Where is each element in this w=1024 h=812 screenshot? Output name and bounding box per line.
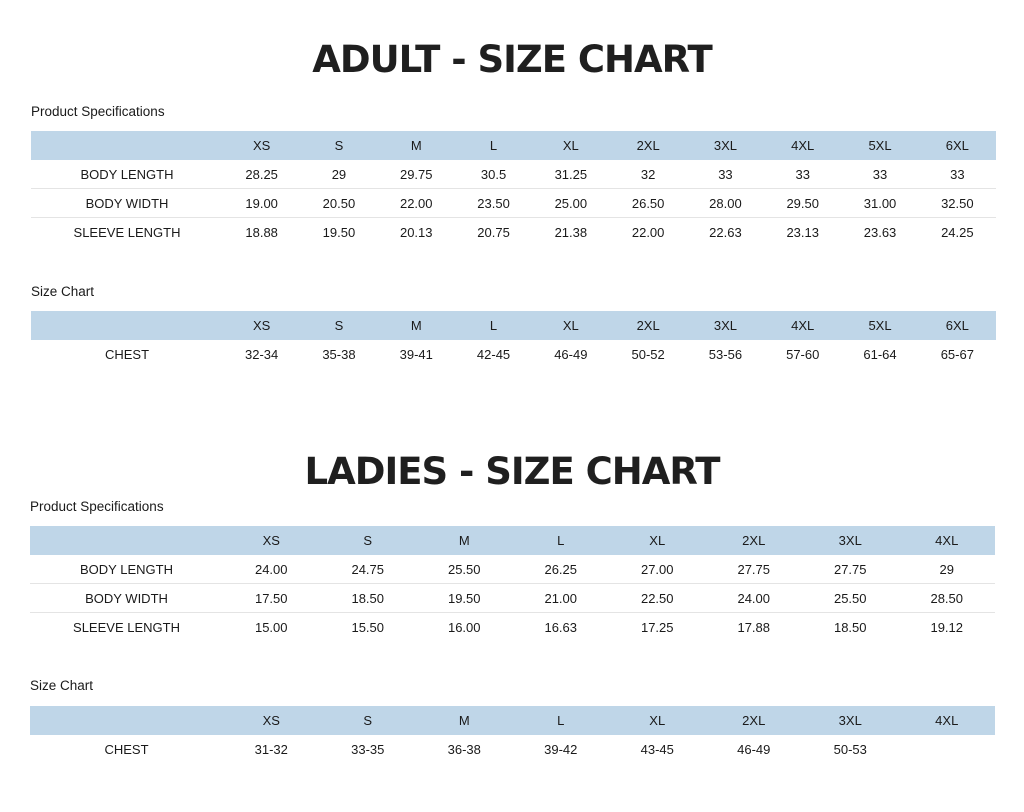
size-header-xs: XS <box>223 311 300 340</box>
measurement-cell: 15.50 <box>351 619 385 635</box>
size-header-2xl: 2XL <box>706 526 803 555</box>
measurement-cell: 57-60 <box>786 346 820 362</box>
adult-specs-table <box>31 131 996 246</box>
ladies-size-chart-label: Size Chart <box>30 678 94 693</box>
measurement-cell: 27.75 <box>802 555 899 584</box>
row-label: BODY WIDTH <box>30 584 223 613</box>
size-header-l: L <box>513 706 610 735</box>
size-header-xl: XL <box>532 131 609 160</box>
size-header-4xl: 4XL <box>764 131 841 160</box>
measurement-cell: 25.50 <box>416 555 513 584</box>
size-header-s: S <box>300 311 377 340</box>
measurement-cell: 20.13 <box>399 224 433 240</box>
size-header-xs: XS <box>223 526 320 555</box>
measurement-cell: 25.50 <box>802 584 899 613</box>
measurement-cell: 23.13 <box>786 224 819 240</box>
size-header-5xl: 5XL <box>841 311 918 340</box>
measurement-cell: 18.88 <box>245 224 278 240</box>
size-header-xs: XS <box>223 706 320 735</box>
measurement-cell: 22.50 <box>609 584 706 613</box>
row-label: CHEST <box>104 741 149 757</box>
size-header-s: S <box>320 526 417 555</box>
size-header-2xl: 2XL <box>706 706 803 735</box>
measurement-cell: 61-64 <box>863 346 897 362</box>
size-header-xs: XS <box>223 131 300 160</box>
measurement-cell: 50-52 <box>631 346 665 362</box>
size-header-2xl: 2XL <box>609 311 686 340</box>
size-header-3xl: 3XL <box>687 131 764 160</box>
header-row <box>31 311 996 340</box>
measurement-cell: 53-56 <box>708 346 743 362</box>
measurement-cell: 39-41 <box>399 346 433 362</box>
measurement-cell: 24.00 <box>223 555 320 584</box>
size-header-l: L <box>455 131 532 160</box>
table-row <box>31 340 996 368</box>
measurement-cell: 46-49 <box>737 741 771 757</box>
measurement-cell: 21.38 <box>554 224 588 240</box>
measurement-cell: 30.5 <box>455 160 532 189</box>
measurement-cell: 31.25 <box>532 160 609 189</box>
measurement-cell: 29 <box>300 160 377 189</box>
measurement-cell: 33 <box>919 160 996 189</box>
row-label: BODY LENGTH <box>30 555 223 584</box>
measurement-cell: 33 <box>764 160 841 189</box>
measurement-cell: 28.50 <box>899 584 996 613</box>
measurement-cell: 23.63 <box>863 224 897 240</box>
ladies-specs-label: Product Specifications <box>30 499 164 514</box>
measurement-cell: 27.00 <box>609 555 706 584</box>
measurement-cell: 46-49 <box>554 346 588 362</box>
size-header-3xl: 3XL <box>802 526 899 555</box>
header-row <box>31 131 996 160</box>
ladies-specs-table <box>30 526 995 641</box>
header-row <box>30 706 995 735</box>
size-header-6xl: 6XL <box>919 311 996 340</box>
adult-specs-label: Product Specifications <box>31 104 165 119</box>
header-row <box>30 526 995 555</box>
measurement-cell: 19.50 <box>322 224 356 240</box>
row-label: BODY LENGTH <box>31 160 223 189</box>
measurement-cell: 65-67 <box>940 346 974 362</box>
measurement-cell: 33 <box>687 160 764 189</box>
table-row <box>30 613 995 642</box>
adult-size-chart-table <box>31 311 996 368</box>
measurement-cell: 27.75 <box>706 555 803 584</box>
size-header-5xl: 5XL <box>841 131 918 160</box>
size-header-l: L <box>455 311 532 340</box>
measurement-cell: 19.00 <box>223 189 300 218</box>
size-header-4xl: 4XL <box>764 311 841 340</box>
measurement-cell: 43-45 <box>640 741 674 757</box>
measurement-cell: 42-45 <box>476 346 511 362</box>
measurement-cell: 19.50 <box>416 584 513 613</box>
size-header-3xl: 3XL <box>802 706 899 735</box>
adult-size-chart-label: Size Chart <box>31 284 95 299</box>
measurement-cell: 24.25 <box>941 224 974 240</box>
table-row <box>31 189 996 218</box>
measurement-cell: 32.50 <box>919 189 996 218</box>
header-corner <box>31 311 223 340</box>
measurement-cell: 16.63 <box>544 619 578 635</box>
measurement-cell: 22.63 <box>709 224 742 240</box>
size-header-m: M <box>378 131 455 160</box>
adult-title: ADULT - SIZE CHART <box>312 38 712 81</box>
measurement-cell: 19.12 <box>930 619 964 635</box>
measurement-cell: 31-32 <box>254 741 288 757</box>
measurement-cell: 20.75 <box>477 224 510 240</box>
measurement-cell: 31.00 <box>841 189 918 218</box>
size-header-6xl: 6XL <box>919 131 996 160</box>
measurement-cell: 22.00 <box>631 224 665 240</box>
size-header-xl: XL <box>609 526 706 555</box>
header-corner <box>30 526 223 555</box>
measurement-cell: 28.00 <box>687 189 764 218</box>
size-header-m: M <box>378 311 455 340</box>
size-header-2xl: 2XL <box>609 131 686 160</box>
measurement-cell: 32 <box>609 160 686 189</box>
ladies-title: LADIES - SIZE CHART <box>304 450 720 493</box>
header-corner <box>31 131 223 160</box>
measurement-cell: 29.50 <box>764 189 841 218</box>
measurement-cell: 39-42 <box>544 741 578 757</box>
size-header-m: M <box>416 526 513 555</box>
size-header-s: S <box>320 706 417 735</box>
measurement-cell: 28.25 <box>223 160 300 189</box>
measurement-cell: 24.00 <box>706 584 803 613</box>
table-row <box>30 584 995 613</box>
row-label: BODY WIDTH <box>31 189 223 218</box>
size-header-m: M <box>416 706 513 735</box>
row-label: SLEEVE LENGTH <box>73 224 181 240</box>
measurement-cell: 21.00 <box>513 584 610 613</box>
measurement-cell: 22.00 <box>378 189 455 218</box>
row-label: CHEST <box>104 346 150 362</box>
measurement-cell: 29.75 <box>378 160 455 189</box>
measurement-cell: 18.50 <box>320 584 417 613</box>
table-row <box>30 735 995 763</box>
measurement-cell: 23.50 <box>455 189 532 218</box>
size-header-4xl: 4XL <box>899 526 996 555</box>
measurement-cell: 15.00 <box>254 619 288 635</box>
measurement-cell: 17.50 <box>223 584 320 613</box>
size-header-l: L <box>513 526 610 555</box>
size-header-xl: XL <box>532 311 609 340</box>
measurement-cell: 16.00 <box>447 619 481 635</box>
measurement-cell: 35-38 <box>322 346 356 362</box>
table-row <box>31 160 996 189</box>
size-header-4xl: 4XL <box>899 706 996 735</box>
measurement-cell: 33 <box>841 160 918 189</box>
measurement-cell: 50-53 <box>833 741 867 757</box>
measurement-cell: 26.50 <box>609 189 686 218</box>
measurement-cell: 26.25 <box>513 555 610 584</box>
measurement-cell: 36-38 <box>447 741 481 757</box>
measurement-cell: 33-35 <box>351 741 385 757</box>
measurement-cell <box>899 735 996 763</box>
table-row <box>31 218 996 247</box>
measurement-cell: 18.50 <box>833 619 867 635</box>
size-header-xl: XL <box>609 706 706 735</box>
ladies-size-chart-table <box>30 706 995 763</box>
measurement-cell: 20.50 <box>300 189 377 218</box>
measurement-cell: 32-34 <box>245 346 279 362</box>
row-label: SLEEVE LENGTH <box>73 619 180 635</box>
measurement-cell: 25.00 <box>532 189 609 218</box>
measurement-cell: 17.25 <box>640 619 674 635</box>
measurement-cell: 17.88 <box>737 619 771 635</box>
table-row <box>30 555 995 584</box>
size-header-3xl: 3XL <box>687 311 764 340</box>
header-corner <box>30 706 223 735</box>
size-header-s: S <box>300 131 377 160</box>
measurement-cell: 29 <box>899 555 996 584</box>
measurement-cell: 24.75 <box>320 555 417 584</box>
